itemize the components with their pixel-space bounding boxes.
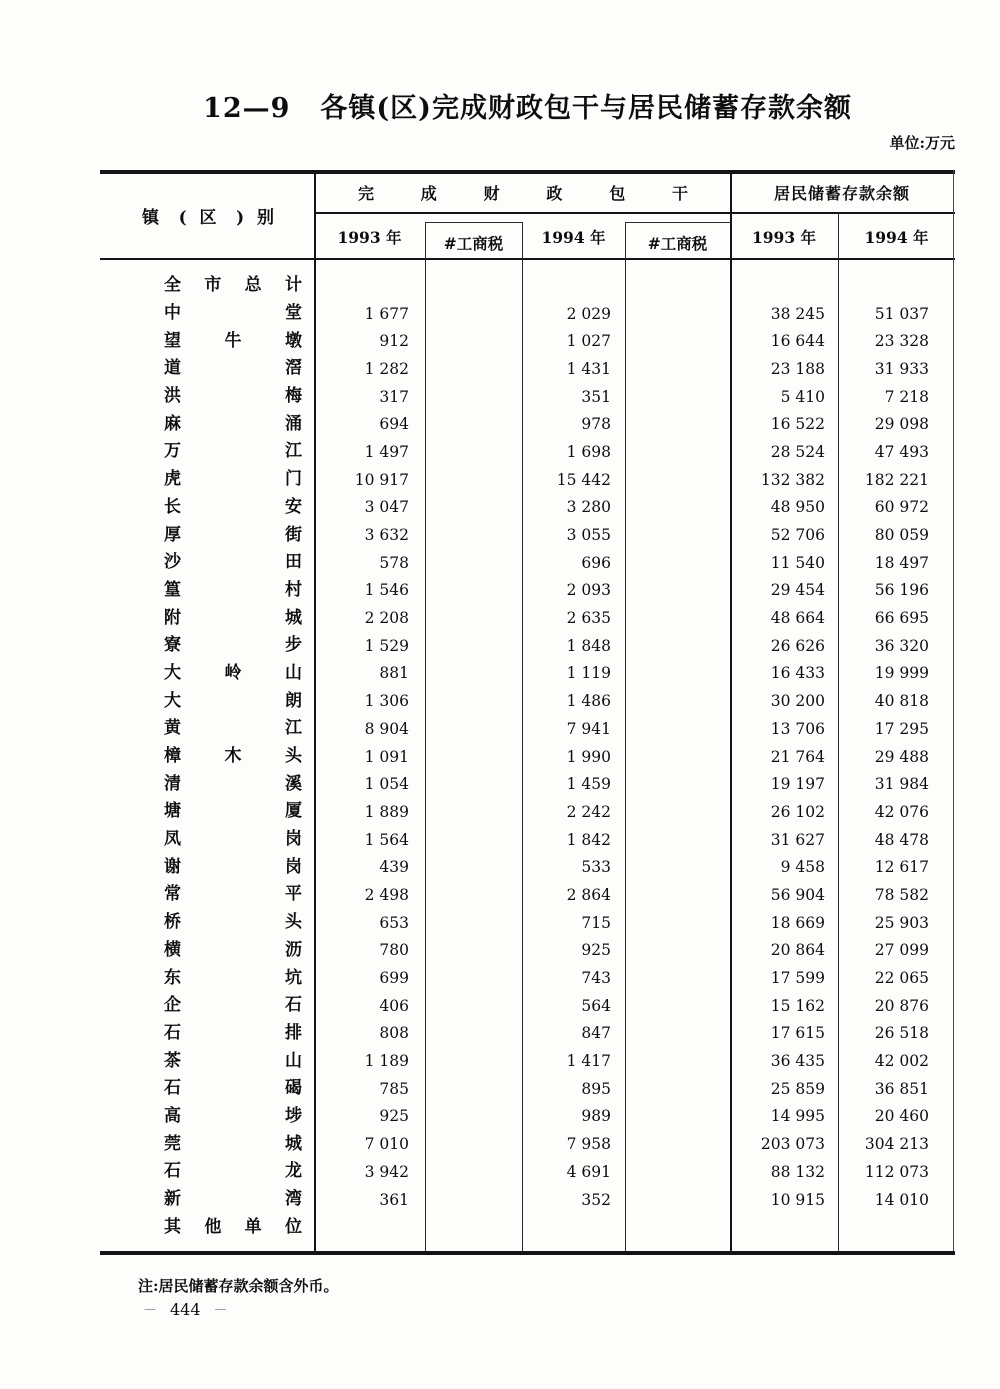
savings-1994-value: 42 076 <box>874 802 929 821</box>
town-name: 樟木头 <box>164 746 302 767</box>
table-row <box>100 327 955 355</box>
row-label-cell <box>100 524 314 545</box>
fiscal-1994-value: 3 055 <box>566 526 611 545</box>
savings-1994-value: 36 320 <box>874 636 929 655</box>
savings-1993-value: 16 644 <box>770 332 825 351</box>
table-bottom-rule <box>100 1251 955 1255</box>
row-label-cell <box>100 662 314 683</box>
header-town-district: 镇 ( 区 ) 别 <box>142 208 274 228</box>
table-row <box>100 410 955 438</box>
fiscal-1994-value: 925 <box>581 941 611 960</box>
table-row <box>100 632 955 660</box>
table-row <box>100 355 955 383</box>
row-label-cell <box>100 1191 314 1208</box>
savings-1994-value: 60 972 <box>874 498 929 517</box>
fiscal-1993-value: 925 <box>379 1107 409 1126</box>
fiscal-1994-value: 1 459 <box>566 775 611 794</box>
fiscal-1993-value: 1 564 <box>364 830 409 849</box>
fiscal-1993-value: 1 091 <box>364 747 409 766</box>
savings-1993-value: 5 410 <box>780 387 825 406</box>
fiscal-1994-value: 715 <box>581 913 611 932</box>
row-label-cell <box>100 607 314 628</box>
fiscal-1994-value: 2 864 <box>566 885 611 904</box>
savings-1994-value: 29 488 <box>874 747 929 766</box>
fiscal-1994-value: 352 <box>581 1190 611 1209</box>
table-row <box>100 881 955 909</box>
fiscal-1993-value: 1 546 <box>364 581 409 600</box>
fiscal-1993-value: 7 010 <box>364 1135 409 1154</box>
page-title <box>100 86 955 125</box>
table-row <box>100 521 955 549</box>
table-row <box>100 1130 955 1158</box>
table-row <box>100 438 955 466</box>
fiscal-1994-value: 978 <box>581 415 611 434</box>
row-label-cell <box>100 1163 314 1180</box>
table-row <box>100 466 955 494</box>
town-name: 桥头 <box>164 912 302 933</box>
savings-1994-value: 112 073 <box>864 1162 929 1181</box>
row-label-cell <box>100 997 314 1014</box>
fiscal-1993-value: 808 <box>379 1024 409 1043</box>
fiscal-1993-value: 2 208 <box>364 609 409 628</box>
table-row <box>100 687 955 715</box>
row-label-cell <box>100 886 314 903</box>
table-row <box>100 494 955 522</box>
fiscal-1994-value: 1 990 <box>566 747 611 766</box>
savings-1994-value: 47 493 <box>874 442 929 461</box>
header-group-fiscal-contract: 完成财政包干 <box>358 184 688 203</box>
table-row <box>100 577 955 605</box>
town-name: 黄江 <box>164 718 302 739</box>
fiscal-1994-value: 1 027 <box>566 332 611 351</box>
town-name: 万江 <box>164 441 302 462</box>
savings-1993-value: 30 200 <box>770 692 825 711</box>
savings-1993-value: 29 454 <box>770 581 825 600</box>
table-row <box>100 1158 955 1186</box>
row-label-cell <box>100 1216 314 1237</box>
fiscal-1994-value: 1 119 <box>566 664 611 683</box>
table-row <box>100 300 955 328</box>
savings-1994-value: 26 518 <box>874 1024 929 1043</box>
table-row <box>100 604 955 632</box>
savings-1993-value: 88 132 <box>770 1162 825 1181</box>
town-name: 企石 <box>164 995 302 1016</box>
table-row <box>100 1047 955 1075</box>
savings-1993-value: 21 764 <box>770 747 825 766</box>
savings-1993-value: 20 864 <box>770 941 825 960</box>
savings-1993-value: 31 627 <box>770 830 825 849</box>
fiscal-1994-value: 351 <box>581 387 611 406</box>
savings-1994-value: 182 221 <box>864 470 929 489</box>
row-label-cell <box>100 831 314 848</box>
savings-1994-value: 20 876 <box>874 996 929 1015</box>
town-name: 高埗 <box>164 1105 302 1126</box>
savings-1993-value: 15 162 <box>770 996 825 1015</box>
savings-1993-value: 28 524 <box>770 442 825 461</box>
savings-1994-value: 27 099 <box>874 941 929 960</box>
fiscal-1993-value: 912 <box>379 332 409 351</box>
row-label-cell <box>100 748 314 765</box>
row-label-cell <box>100 277 314 294</box>
row-label-cell <box>100 1050 314 1071</box>
town-name: 长安 <box>164 496 302 517</box>
savings-1993-value: 16 522 <box>770 415 825 434</box>
fiscal-1994-value: 4 691 <box>566 1162 611 1181</box>
savings-1994-value: 36 851 <box>874 1079 929 1098</box>
savings-1993-value: 13 706 <box>770 719 825 738</box>
fiscal-1993-value: 361 <box>379 1190 409 1209</box>
savings-1994-value: 18 497 <box>874 553 929 572</box>
savings-1993-value: 18 669 <box>770 913 825 932</box>
table-row <box>100 853 955 881</box>
fiscal-1993-value: 780 <box>379 941 409 960</box>
statistics-table <box>100 170 955 1258</box>
row-label-cell <box>100 914 314 931</box>
fiscal-1993-value: 1 054 <box>364 775 409 794</box>
savings-1993-value: 36 435 <box>770 1052 825 1071</box>
fiscal-1994-value: 2 242 <box>566 802 611 821</box>
town-name: 中堂 <box>164 303 302 324</box>
fiscal-1993-value: 406 <box>379 996 409 1015</box>
fiscal-1993-value: 439 <box>379 858 409 877</box>
fiscal-1994-value: 2 635 <box>566 609 611 628</box>
row-label-cell <box>100 803 314 820</box>
fiscal-1993-value: 10 917 <box>354 470 409 489</box>
row-label-cell <box>100 360 314 377</box>
table-row <box>100 715 955 743</box>
row-label-cell <box>100 967 314 988</box>
savings-1993-value: 23 188 <box>770 359 825 378</box>
fiscal-1993-value: 1 306 <box>364 692 409 711</box>
row-label-cell <box>100 471 314 488</box>
table-number: 12—9 <box>203 93 291 124</box>
table-row <box>100 1186 955 1214</box>
town-name: 新湾 <box>164 1189 302 1210</box>
fiscal-1994-value: 1 431 <box>566 359 611 378</box>
savings-1994-value: 7 218 <box>884 387 929 406</box>
footnote: 注:居民储蓄存款余额含外币。 <box>138 1277 339 1295</box>
fiscal-1994-value: 847 <box>581 1024 611 1043</box>
savings-1994-value: 22 065 <box>874 969 929 988</box>
row-label-cell <box>100 388 314 405</box>
fiscal-1994-value: 1 417 <box>566 1052 611 1071</box>
savings-1993-value: 11 540 <box>770 553 825 572</box>
savings-1993-value: 52 706 <box>770 526 825 545</box>
savings-1994-value: 51 037 <box>874 304 929 323</box>
row-label-cell <box>100 330 314 351</box>
savings-1993-value: 48 664 <box>770 609 825 628</box>
savings-1994-value: 17 295 <box>874 719 929 738</box>
savings-1994-value: 14 010 <box>874 1190 929 1209</box>
savings-1994-value: 56 196 <box>874 581 929 600</box>
page-number-left-dash: — <box>144 1302 156 1316</box>
table-row <box>100 1103 955 1131</box>
table-row <box>100 964 955 992</box>
fiscal-1993-value: 653 <box>379 913 409 932</box>
savings-1994-value: 25 903 <box>874 913 929 932</box>
header-savings-1993: 1993 年 <box>751 228 817 247</box>
fiscal-1993-value: 317 <box>379 387 409 406</box>
row-label-cell <box>100 1105 314 1126</box>
table-row <box>100 383 955 411</box>
savings-1994-value: 20 460 <box>874 1107 929 1126</box>
row-label-cell <box>100 496 314 517</box>
table-row <box>100 660 955 688</box>
town-name: 寮步 <box>164 635 302 656</box>
savings-1993-value: 19 197 <box>770 775 825 794</box>
table-row <box>100 992 955 1020</box>
town-name: 茶山 <box>164 1050 302 1071</box>
header-fiscal-1994: 1994 年 <box>541 228 606 247</box>
row-label-cell <box>100 554 314 571</box>
row-label-cell <box>100 690 314 711</box>
savings-1994-value: 304 213 <box>864 1135 929 1154</box>
fiscal-1994-value: 1 848 <box>566 636 611 655</box>
fiscal-1994-value: 2 029 <box>566 304 611 323</box>
fiscal-1993-value: 1 282 <box>364 359 409 378</box>
fiscal-1993-value: 1 889 <box>364 802 409 821</box>
row-label-cell <box>100 1080 314 1097</box>
savings-1993-value: 17 599 <box>770 969 825 988</box>
table-body <box>100 260 955 1251</box>
group-header-rule <box>314 212 955 214</box>
savings-1994-value: 40 818 <box>874 692 929 711</box>
row-label-cell <box>100 305 314 322</box>
table-row <box>100 549 955 577</box>
fiscal-1994-value: 7 941 <box>566 719 611 738</box>
table-top-rule <box>100 170 955 174</box>
fiscal-1993-value: 1 497 <box>364 442 409 461</box>
town-name: 沙田 <box>164 552 302 573</box>
savings-1993-value: 16 433 <box>770 664 825 683</box>
town-name: 大岭山 <box>164 662 302 683</box>
town-name: 塘厦 <box>164 801 302 822</box>
table-row <box>100 770 955 798</box>
town-name: 厚街 <box>164 524 302 545</box>
fiscal-1994-value: 895 <box>581 1079 611 1098</box>
row-label-cell <box>100 637 314 654</box>
fiscal-1994-value: 989 <box>581 1107 611 1126</box>
town-name: 其他单位 <box>164 1216 302 1237</box>
fiscal-1993-value: 1 189 <box>364 1052 409 1071</box>
table-row <box>100 743 955 771</box>
fiscal-1993-value: 3 047 <box>364 498 409 517</box>
savings-1994-value: 31 984 <box>874 775 929 794</box>
town-name: 望牛墩 <box>164 330 302 351</box>
savings-1993-value: 26 102 <box>770 802 825 821</box>
row-label-cell <box>100 413 314 434</box>
town-name: 石龙 <box>164 1161 302 1182</box>
fiscal-1994-value: 743 <box>581 969 611 988</box>
town-name: 全市总计 <box>164 275 302 296</box>
town-name: 附城 <box>164 607 302 628</box>
savings-1993-value: 17 615 <box>770 1024 825 1043</box>
fiscal-1994-value: 564 <box>581 996 611 1015</box>
fiscal-1993-value: 1 677 <box>364 304 409 323</box>
savings-1993-value: 38 245 <box>770 304 825 323</box>
town-name: 莞城 <box>164 1133 302 1154</box>
savings-1994-value: 23 328 <box>874 332 929 351</box>
fiscal-1993-value: 2 498 <box>364 885 409 904</box>
table-row <box>100 937 955 965</box>
savings-1993-value: 48 950 <box>770 498 825 517</box>
header-savings-1994: 1994 年 <box>864 228 929 247</box>
page-number-right-dash: — <box>214 1302 227 1316</box>
page-number-value: 444 <box>170 1300 201 1319</box>
table-row <box>100 272 955 300</box>
savings-1994-value: 66 695 <box>874 609 929 628</box>
savings-1993-value: 25 859 <box>770 1079 825 1098</box>
tax2-box-top <box>625 222 731 223</box>
savings-1994-value: 31 933 <box>874 359 929 378</box>
row-label-cell <box>100 1022 314 1043</box>
savings-1993-value: 10 915 <box>770 1190 825 1209</box>
fiscal-1993-value: 699 <box>379 969 409 988</box>
table-row <box>100 826 955 854</box>
tax1-box-top <box>425 222 523 223</box>
header-tax-1994: #工商税 <box>647 234 708 253</box>
row-label-cell <box>100 856 314 877</box>
fiscal-1994-value: 2 093 <box>566 581 611 600</box>
row-label-cell <box>100 720 314 737</box>
header-fiscal-1993: 1993 年 <box>337 228 402 247</box>
table-row <box>100 798 955 826</box>
town-name: 虎门 <box>164 469 302 490</box>
fiscal-1993-value: 1 529 <box>364 636 409 655</box>
fiscal-1993-value: 881 <box>379 664 409 683</box>
town-name: 麻涌 <box>164 413 302 434</box>
table-row <box>100 1020 955 1048</box>
fiscal-1993-value: 3 632 <box>364 526 409 545</box>
row-label-cell <box>100 443 314 460</box>
fiscal-1993-value: 694 <box>379 415 409 434</box>
header-group-savings-balance: 居民储蓄存款余额 <box>773 184 910 203</box>
savings-1994-value: 80 059 <box>874 526 929 545</box>
savings-1994-value: 29 098 <box>874 415 929 434</box>
savings-1993-value: 26 626 <box>770 636 825 655</box>
savings-1993-value: 14 995 <box>770 1107 825 1126</box>
savings-1993-value: 9 458 <box>780 858 825 877</box>
row-label-cell <box>100 579 314 600</box>
town-name: 凤岗 <box>164 829 302 850</box>
header-tax-1993: #工商税 <box>443 234 504 253</box>
fiscal-1993-value: 785 <box>379 1079 409 1098</box>
town-name: 道滘 <box>164 358 302 379</box>
fiscal-1994-value: 696 <box>581 553 611 572</box>
savings-1993-value: 132 382 <box>760 470 825 489</box>
table-row <box>100 1075 955 1103</box>
town-name: 大朗 <box>164 690 302 711</box>
town-name: 清溪 <box>164 773 302 794</box>
fiscal-1993-value: 8 904 <box>364 719 409 738</box>
row-label-cell <box>100 1133 314 1154</box>
savings-1994-value: 48 478 <box>874 830 929 849</box>
fiscal-1993-value: 3 942 <box>364 1162 409 1181</box>
town-name: 东坑 <box>164 967 302 988</box>
town-name: 常平 <box>164 884 302 905</box>
table-row <box>100 909 955 937</box>
town-name: 横沥 <box>164 939 302 960</box>
unit-label: 单位:万元 <box>889 134 955 152</box>
fiscal-1994-value: 3 280 <box>566 498 611 517</box>
fiscal-1994-value: 7 958 <box>566 1135 611 1154</box>
town-name: 石排 <box>164 1022 302 1043</box>
fiscal-1994-value: 15 442 <box>556 470 611 489</box>
town-name: 洪梅 <box>164 386 302 407</box>
savings-1994-value: 78 582 <box>874 885 929 904</box>
fiscal-1994-value: 1 698 <box>566 442 611 461</box>
fiscal-1993-value: 578 <box>379 553 409 572</box>
savings-1993-value: 203 073 <box>760 1135 825 1154</box>
savings-1994-value: 19 999 <box>874 664 929 683</box>
page-number <box>130 1300 241 1319</box>
fiscal-1994-value: 533 <box>581 858 611 877</box>
savings-1994-value: 12 617 <box>874 858 929 877</box>
savings-1994-value: 42 002 <box>874 1052 929 1071</box>
row-label-cell <box>100 939 314 960</box>
fiscal-1994-value: 1 486 <box>566 692 611 711</box>
town-name: 篁村 <box>164 579 302 600</box>
town-name: 谢岗 <box>164 856 302 877</box>
fiscal-1994-value: 1 842 <box>566 830 611 849</box>
town-name: 石碣 <box>164 1078 302 1099</box>
table-title-text: 各镇(区)完成财政包干与居民储蓄存款余额 <box>320 93 852 124</box>
savings-1993-value: 56 904 <box>770 885 825 904</box>
table-row <box>100 1213 955 1241</box>
row-label-cell <box>100 773 314 794</box>
